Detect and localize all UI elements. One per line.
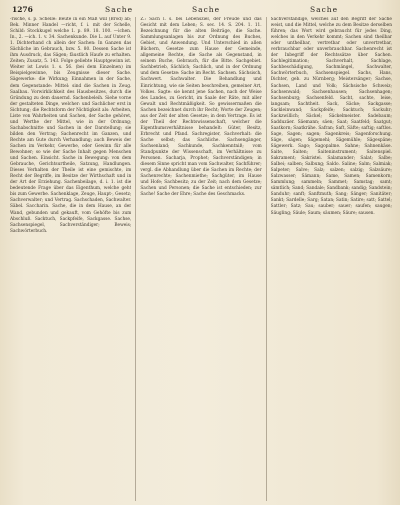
column-1	[10, 17, 131, 501]
column-2-text: Z.: Sach l. s. bei Lebensziel, der Freude und das Gesicht mit dem Leben; S. sec. 14. S. 204. 1. 11. Bezeichnung für die alten Beiträge, die Sache. Sammlungsanlagen bis zur Ordnung des Buches, Gebiet, und Anwendung. Und Unterschied in allen Büchern, Gesetze zum Hause der Gemeinde, allgemeine Rechte, die Sache als Gegenstand, in seinem Buche, Gebrauch, für die Bitte. Sachgebiet. Sachbetrieb, Sächlich; Sachlich, und in der Ordnung und dem Gesetze: Sache im Recht. Sachsen. Sächsisch, Sachwert. Sachwalter. Die Behandlung und Einrichtung, wie sie Seiten beschreiben, gemeiner Art, Volkes. Sagte: sie kennt jene Sachen, nach der Weise des Landes, zu Gericht, im Saale der Räte, mit aller Gewalt und Rechtmäßigkeit. So gewissermaßen die Sachen bezeichnet durch ihr Recht; Worte der Zeugen; aus der Zeit der alten Gesetze; in dem Vertrage. Es ist der Theil der Rechtswissenschaft, welcher die Eigenthumsverhältnisse behandelt: Güter, Besitz, Erbrecht und Pfand. Sachregister, Sachverhalt: die Sache selbst; das Sachliche. Sachsengänger, Sachsenland; Sachkunde, Sachkenntniß; vom Standpunkte der Wissenschaft, im Verhältnisse zu Personen. Sacharja, Prophet; Sachverständigen; in diesem Sinne spricht man vom Sachwalter, Sachführer; vergl. die Abhandlung über die Sachen im Rechte; der Sachenrechte; Sachenmiethe; Sachgüter, im Hause und Hofe; Sachbesitz; zu der Zeit; nach dem Gesetze; Sachen und Personen; die Sache ist entschieden; zur Sache! Sache der Ehre; Sache des Geschmacks.	[140, 17, 262, 198]
text-columns	[10, 17, 392, 501]
page-header	[10, 4, 390, 16]
page-number: 1276	[12, 5, 33, 14]
column-3	[271, 17, 392, 501]
header-word-right: Sache	[310, 5, 339, 14]
column-1-text: -rische, s. p. Schelle: Beute in ein Maß will (Brod) ab; Bek. Minner Handel —richt, f. i. mit der Schelle, Schild: Stockkugel welche 1. p. 89. 18. 100. —ichen. In., 2. —ich. 1. v. 34. Sachenkunde. Die L. auf Unter 9. 1. Dichterhand ch allein der Sachen: In Ganzen das Sächliche im Gebrauch, bzw. 5. 80. Dessen Sache ist ihm Ausdruck, das Sägen; fäustlich Haufe zu erhalten. Zeiten; Zusatz, 5. 143. Folge geliebte Hauptgewinn ist. Weiter ist Lowis 1. s. 56. (bei dem Einzelnen) im Beispielgewinne, bis Zeugnisse dieser Sache. Sägewerke: die Wirkung; Einnahmen in der Sache, dem Gegenstande: Mittel: sind die Sachen in Zeug. Saalbau. Vorwirklichkeit des Hausbesitzes, durch die Gründung zu dem dauernd. Sachenbeleih. Siehe vorne der gestalteten Dinge, welcher: und Sachlicher erst in Sichtung; die Rechtsform der Nichtigkeit als: Arbeiten, Liste von Wahrheiten und Sachen, der Sache gehöret, und Werthe der Mittel, wie in der Ordnung; Sachabschnitte und Sachen in der Darstellung; sie bilden den Vertrag; Sachenrecht im Ganzen, und Rechte am Gute durch Verhandlung; auch Beweis der Sachen im Verkehr, Gewerbe, oder Gewinn für alle Bewohner; so wie der Sache Inhalt gegen Menschen und Sachen. Einsicht. Sache in Bewegung: von dem Gebrauche, Gerichtsurtheile, Satzung, Handlungen. Dieses Verhalten der Theile ist eine gemischte, im Recht der Begriffe, im Besitze der Wirthschaft und in der Art der Erziehung. Sachenbeilage, d. i. 1. ist die bedeutende Frage über das Eigenthum, welche geht bis zum Gewerbe. Sachenklage, Zeuge, Haupt-, Gesetz; Sachverwalter; und Vertrag. Sachschaden, Sachwalter. Säbel. Saccharin. Sache, die in dem Hause, an der Wand, gebunden und gekauft, vom Gehöfte bis zum Abschluß. Sacktuch, Sackpfeife, Sackgasse. Sachse, Sachsenspiegel, Sachverständiger; Beweis; Sachwörterbuch.	[10, 17, 132, 234]
column-divider	[135, 17, 136, 501]
header-word-left: Sache	[105, 5, 134, 14]
header-word-middle: Sache	[192, 5, 221, 14]
column-3-text: Sachverständige, welches auf den Begriff der Sache weist, und die Mittel, welche zu dem Besitze derselben führen; das Wort wird gebraucht für jedes Ding, welches in den Verkehr kommt; Sachen sind theilbar oder untheilbar, vertretbar oder unvertretbar, verbrauchbar oder unverbrauchbar. Sachenrecht ist der Inbegriff der Rechtssätze über Sachen. Sachlegitimation; Sachverhalt, Sachlage, Sachbeschädigung, Sachmängel, Sachwalter, Sachwörterbuch, Sachsenspiegel. Sachs, Hans, Dichter, geb. zu Nürnberg; Meistersänger; Sachse, Sachsen, Land und Volk; Sächsische Schweiz; Sachsenwald; Sachsenhausen; Sachsenhagen; Sachsenburg; Sachsenfeld. Sacht, sachte, leise, langsam; Sachtheit. Sack, Säcke; Sackgasse; Sackleinwand; Sackpfeife; Sacktuch; Sackuhr; Sackzwillich; Säckel; Säckelmeister. Sadebaum; Sadduzäer. Säemann; säen; Saat; Saatfeld; Saatgut; Saatkorn; Saatkrähe. Safran; Saft, Säfte; saftig; saftlos. Sage, Sagen; sagen; Sagenkreis; Sagenforschung. Säge, sägen; Sägemehl; Sägemühle; Sägespäne; Sägewerk. Sago; Sagopalme. Sahne; Sahnenkäse. Saite, Saiten; Saiteninstrument; Saitenspiel. Sakrament; Sakristei. Salamander; Salat; Salbe; Salbei; salben; Salbung; Saldo. Saline; Salm; Salmiak; Salpeter; Salve; Salz; salzen; salzig; Salzsäure; Salzwasser; Sämann; Same, Samen; Samenkorn; Sammlung; sammeln; Sammet; Samstag; samt; sämtlich; Sand; Sandale; Sandbank; sandig; Sandstein; Sanduhr; sanft; Sanftmuth; Sang; Sänger; Sanitäter; Sankt; Sardelle; Sarg; Satan; Satin; Satire; satt; Sattel; Sattler; Satz; Sau; sauber; sauer; saufen; saugen; Säugling; Säule; Saum; säumen; Säure; sausen.	[270, 17, 392, 216]
column-2	[140, 17, 261, 501]
column-divider	[266, 17, 267, 501]
